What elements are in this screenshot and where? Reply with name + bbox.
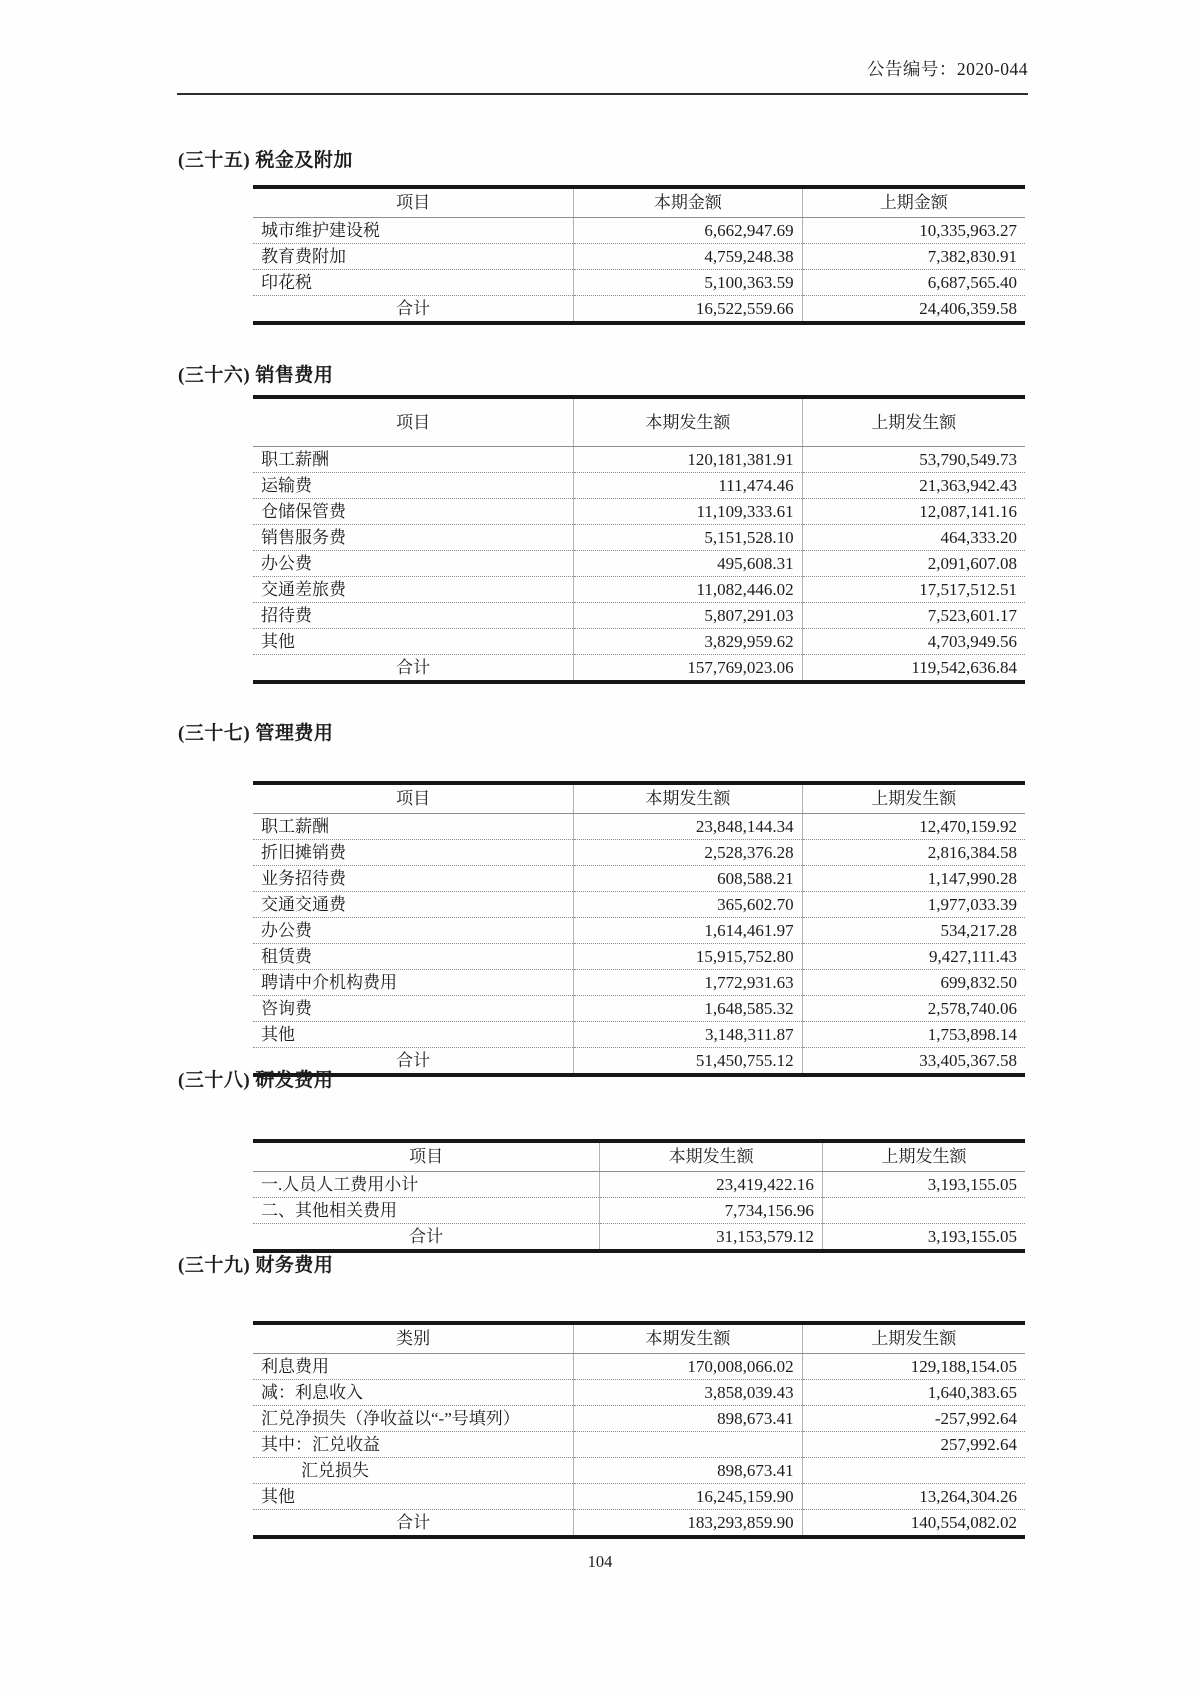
current-amount: 898,673.41	[574, 1458, 802, 1484]
row-label: 办公费	[253, 551, 574, 577]
total-label: 合计	[253, 1510, 574, 1538]
header-row	[253, 1141, 1025, 1172]
total-row	[253, 655, 1025, 683]
current-amount: 7,734,156.96	[600, 1198, 823, 1224]
table-row	[253, 970, 1025, 996]
prior-amount: 7,382,830.91	[802, 244, 1025, 270]
current-amount: 1,614,461.97	[574, 918, 802, 944]
current-amount: 3,829,959.62	[574, 629, 802, 655]
current-amount: 170,008,066.02	[574, 1354, 802, 1380]
row-label: 利息费用	[253, 1354, 574, 1380]
row-label: 其他	[253, 1022, 574, 1048]
prior-amount: 21,363,942.43	[802, 473, 1025, 499]
column-header: 上期发生额	[822, 1141, 1025, 1172]
table-row	[253, 1406, 1025, 1432]
section-heading: (三十八) 研发费用	[178, 1070, 334, 1091]
table-row	[253, 1198, 1025, 1224]
total-current-amount: 16,522,559.66	[574, 296, 802, 324]
table-head	[253, 187, 1025, 218]
table-head	[253, 783, 1025, 814]
prior-amount: 1,147,990.28	[802, 866, 1025, 892]
current-amount: 5,151,528.10	[574, 525, 802, 551]
table-row	[253, 1484, 1025, 1510]
table-row	[253, 577, 1025, 603]
row-label: 教育费附加	[253, 244, 574, 270]
row-label: 招待费	[253, 603, 574, 629]
row-label: 职工薪酬	[253, 814, 574, 840]
table-row	[253, 525, 1025, 551]
table-head	[253, 397, 1025, 447]
row-label: 减：利息收入	[253, 1380, 574, 1406]
prior-amount: 129,188,154.05	[802, 1354, 1025, 1380]
column-header: 本期发生额	[574, 1323, 802, 1354]
table-row	[253, 944, 1025, 970]
column-header: 项目	[253, 1141, 600, 1172]
prior-amount: 17,517,512.51	[802, 577, 1025, 603]
prior-amount: 6,687,565.40	[802, 270, 1025, 296]
current-amount: 3,148,311.87	[574, 1022, 802, 1048]
table-row	[253, 1354, 1025, 1380]
column-header: 本期金额	[574, 187, 802, 218]
current-amount: 11,082,446.02	[574, 577, 802, 603]
prior-amount	[802, 1458, 1025, 1484]
current-amount: 11,109,333.61	[574, 499, 802, 525]
column-header: 上期发生额	[802, 783, 1025, 814]
prior-amount: 464,333.20	[802, 525, 1025, 551]
section-38	[178, 1068, 1028, 1253]
row-label: 其他	[253, 629, 574, 655]
header-rule	[177, 93, 1028, 95]
prior-amount: 534,217.28	[802, 918, 1025, 944]
current-amount: 365,602.70	[574, 892, 802, 918]
prior-amount: 12,087,141.16	[802, 499, 1025, 525]
section-36	[178, 363, 1028, 684]
column-header: 本期发生额	[600, 1141, 823, 1172]
row-label: 销售服务费	[253, 525, 574, 551]
table-row	[253, 866, 1025, 892]
current-amount	[574, 1432, 802, 1458]
row-label: 二、其他相关费用	[253, 1198, 600, 1224]
table-row	[253, 892, 1025, 918]
prior-amount: 12,470,159.92	[802, 814, 1025, 840]
current-amount: 2,528,376.28	[574, 840, 802, 866]
table-body	[253, 218, 1025, 324]
row-label: 仓储保管费	[253, 499, 574, 525]
prior-amount: 3,193,155.05	[822, 1172, 1025, 1198]
header-row	[253, 187, 1025, 218]
prior-amount: 2,091,607.08	[802, 551, 1025, 577]
row-label: 交通差旅费	[253, 577, 574, 603]
prior-amount: 2,816,384.58	[802, 840, 1025, 866]
prior-amount: 699,832.50	[802, 970, 1025, 996]
page-number: 104	[587, 1552, 613, 1571]
column-header: 项目	[253, 783, 574, 814]
header-row	[253, 397, 1025, 447]
row-label: 汇兑损失	[253, 1458, 574, 1484]
table-row	[253, 244, 1025, 270]
column-header: 本期发生额	[574, 397, 802, 447]
table-row	[253, 1380, 1025, 1406]
table-row	[253, 814, 1025, 840]
section-heading: (三十七) 管理费用	[178, 723, 334, 744]
row-label: 汇兑净损失（净收益以“-”号填列）	[253, 1406, 574, 1432]
prior-amount: 1,753,898.14	[802, 1022, 1025, 1048]
row-label: 租赁费	[253, 944, 574, 970]
row-label: 一.人员人工费用小计	[253, 1172, 600, 1198]
current-amount: 1,648,585.32	[574, 996, 802, 1022]
table-row	[253, 629, 1025, 655]
header-row	[253, 1323, 1025, 1354]
current-amount: 1,772,931.63	[574, 970, 802, 996]
table-body	[253, 1354, 1025, 1538]
row-label: 其他	[253, 1484, 574, 1510]
expense-table	[253, 1321, 1025, 1539]
table-row	[253, 270, 1025, 296]
prior-amount: 1,640,383.65	[802, 1380, 1025, 1406]
current-amount: 16,245,159.90	[574, 1484, 802, 1510]
expense-table	[253, 781, 1025, 1077]
column-header: 上期发生额	[802, 1323, 1025, 1354]
table-body	[253, 814, 1025, 1076]
current-amount: 120,181,381.91	[574, 447, 802, 473]
current-amount: 111,474.46	[574, 473, 802, 499]
row-label: 印花税	[253, 270, 574, 296]
column-header: 项目	[253, 397, 574, 447]
prior-amount: 9,427,111.43	[802, 944, 1025, 970]
row-label: 咨询费	[253, 996, 574, 1022]
total-current-amount: 51,450,755.12	[574, 1048, 802, 1076]
column-header: 类别	[253, 1323, 574, 1354]
total-row	[253, 296, 1025, 324]
total-prior-amount: 33,405,367.58	[802, 1048, 1025, 1076]
prior-amount: 1,977,033.39	[802, 892, 1025, 918]
total-row	[253, 1510, 1025, 1538]
current-amount: 23,848,144.34	[574, 814, 802, 840]
row-label: 聘请中介机构费用	[253, 970, 574, 996]
table-row	[253, 1432, 1025, 1458]
table-row	[253, 1458, 1025, 1484]
section-heading: (三十六) 销售费用	[178, 365, 334, 386]
total-row	[253, 1224, 1025, 1252]
table-row	[253, 996, 1025, 1022]
expense-table	[253, 1139, 1025, 1253]
announcement-number: 公告编号：2020-044	[866, 59, 1028, 79]
expense-table	[253, 395, 1025, 684]
table-body	[253, 447, 1025, 683]
prior-amount: 10,335,963.27	[802, 218, 1025, 244]
section-37	[178, 721, 1028, 1077]
total-prior-amount: 24,406,359.58	[802, 296, 1025, 324]
row-label: 城市维护建设税	[253, 218, 574, 244]
table-row	[253, 218, 1025, 244]
row-label: 办公费	[253, 918, 574, 944]
row-label: 业务招待费	[253, 866, 574, 892]
table-head	[253, 1323, 1025, 1354]
total-current-amount: 183,293,859.90	[574, 1510, 802, 1538]
section-heading: (三十五) 税金及附加	[178, 150, 353, 171]
table-row	[253, 447, 1025, 473]
table-head	[253, 1141, 1025, 1172]
total-current-amount: 31,153,579.12	[600, 1224, 823, 1252]
table-row	[253, 603, 1025, 629]
current-amount: 23,419,422.16	[600, 1172, 823, 1198]
prior-amount: 2,578,740.06	[802, 996, 1025, 1022]
table-row	[253, 473, 1025, 499]
header-row	[253, 783, 1025, 814]
column-header: 项目	[253, 187, 574, 218]
section-35	[178, 148, 1028, 325]
prior-amount: -257,992.64	[802, 1406, 1025, 1432]
prior-amount: 53,790,549.73	[802, 447, 1025, 473]
table-row	[253, 1172, 1025, 1198]
current-amount: 608,588.21	[574, 866, 802, 892]
total-prior-amount: 140,554,082.02	[802, 1510, 1025, 1538]
row-label: 运输费	[253, 473, 574, 499]
total-current-amount: 157,769,023.06	[574, 655, 802, 683]
section-39	[178, 1253, 1028, 1539]
total-label: 合计	[253, 655, 574, 683]
table-row	[253, 840, 1025, 866]
total-label: 合计	[253, 1048, 574, 1076]
current-amount: 3,858,039.43	[574, 1380, 802, 1406]
prior-amount: 4,703,949.56	[802, 629, 1025, 655]
current-amount: 15,915,752.80	[574, 944, 802, 970]
current-amount: 5,100,363.59	[574, 270, 802, 296]
column-header: 上期金额	[802, 187, 1025, 218]
total-label: 合计	[253, 1224, 600, 1252]
total-prior-amount: 3,193,155.05	[822, 1224, 1025, 1252]
prior-amount: 257,992.64	[802, 1432, 1025, 1458]
section-heading: (三十九) 财务费用	[178, 1255, 334, 1276]
table-body	[253, 1172, 1025, 1252]
total-label: 合计	[253, 296, 574, 324]
row-label: 其中：汇兑收益	[253, 1432, 574, 1458]
current-amount: 495,608.31	[574, 551, 802, 577]
total-prior-amount: 119,542,636.84	[802, 655, 1025, 683]
prior-amount: 13,264,304.26	[802, 1484, 1025, 1510]
prior-amount	[822, 1198, 1025, 1224]
column-header: 上期发生额	[802, 397, 1025, 447]
table-row	[253, 499, 1025, 525]
column-header: 本期发生额	[574, 783, 802, 814]
current-amount: 4,759,248.38	[574, 244, 802, 270]
current-amount: 6,662,947.69	[574, 218, 802, 244]
current-amount: 5,807,291.03	[574, 603, 802, 629]
row-label: 职工薪酬	[253, 447, 574, 473]
prior-amount: 7,523,601.17	[802, 603, 1025, 629]
table-row	[253, 1022, 1025, 1048]
expense-table	[253, 185, 1025, 325]
table-row	[253, 551, 1025, 577]
table-row	[253, 918, 1025, 944]
row-label: 交通交通费	[253, 892, 574, 918]
row-label: 折旧摊销费	[253, 840, 574, 866]
current-amount: 898,673.41	[574, 1406, 802, 1432]
